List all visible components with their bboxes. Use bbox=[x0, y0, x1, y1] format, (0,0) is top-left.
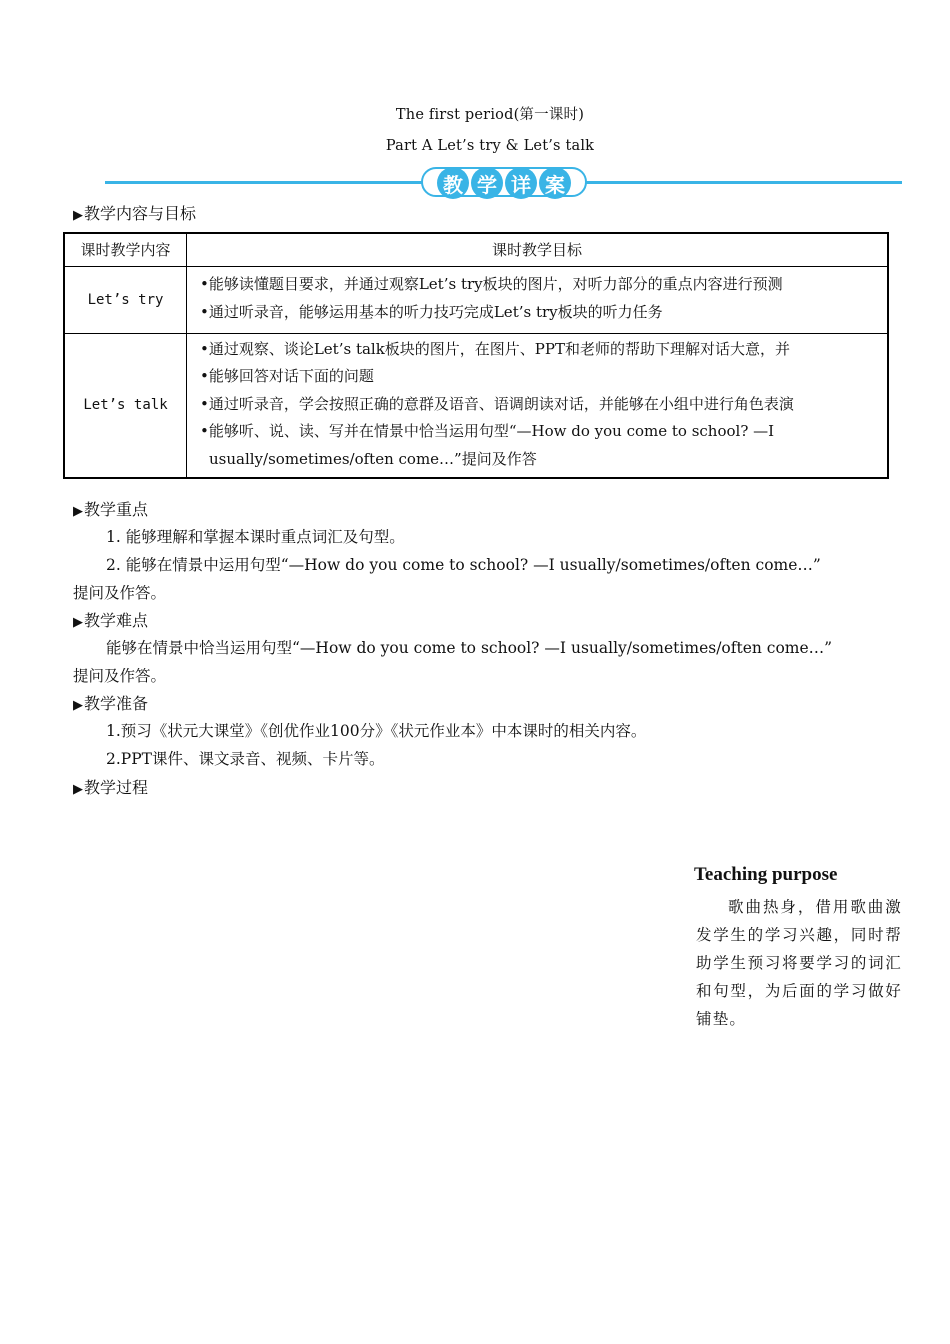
triangle-arrow-icon: ▶ bbox=[73, 615, 83, 630]
goal-item: •能够读懂题目要求，并通过观察Let’s try板块的图片，对听力部分的重点内容进行预测 bbox=[200, 275, 783, 293]
banner-char: 详 bbox=[505, 167, 537, 199]
table-header-row bbox=[64, 233, 888, 266]
triangle-arrow-icon: ▶ bbox=[73, 208, 83, 223]
lesson-title: The first period(第一课时) bbox=[395, 107, 585, 123]
teaching-plan-banner bbox=[421, 167, 587, 199]
table-header-goals: 课时教学目标 bbox=[187, 233, 889, 266]
goals-table bbox=[63, 232, 889, 479]
key-point-2: 2. 能够在情景中运用句型“—How do you come to school? —I usually/sometimes/often come…” bbox=[106, 556, 821, 574]
triangle-arrow-icon: ▶ bbox=[73, 504, 83, 519]
section-label: 教学准备 bbox=[84, 694, 149, 713]
preparation-item-1: 1.预习《状元大课堂》《创优作业100分》《状元作业本》中本课时的相关内容。 bbox=[106, 722, 647, 740]
teaching-purpose-title: Teaching purpose bbox=[694, 864, 838, 885]
section-label: 教学内容与目标 bbox=[84, 204, 197, 223]
section-heading-process bbox=[73, 775, 148, 798]
table-cell-content: Let’s talk bbox=[64, 333, 187, 478]
banner-char: 教 bbox=[437, 167, 469, 199]
table-cell-goals bbox=[187, 266, 889, 333]
lesson-subtitle: Part A Let’s try & Let’s talk bbox=[385, 138, 595, 154]
goal-item: •能够回答对话下面的问题 bbox=[200, 367, 374, 385]
difficulty-text: 能够在情景中恰当运用句型“—How do you come to school? —I usually/sometimes/often come…” bbox=[106, 639, 833, 657]
table-cell-goals bbox=[187, 333, 889, 478]
section-heading-content-goals bbox=[73, 201, 196, 224]
table-row bbox=[64, 266, 888, 333]
goal-item-continuation: usually/sometimes/often come…”提问及作答 bbox=[209, 449, 537, 468]
difficulty-text-cont: 提问及作答。 bbox=[73, 667, 167, 685]
table-header-content: 课时教学内容 bbox=[64, 233, 187, 266]
section-label: 教学过程 bbox=[84, 778, 149, 797]
key-point-2-cont: 提问及作答。 bbox=[73, 584, 167, 602]
table-row bbox=[64, 333, 888, 478]
section-heading-key-points bbox=[73, 497, 148, 520]
banner-char: 案 bbox=[539, 167, 571, 199]
triangle-arrow-icon: ▶ bbox=[73, 782, 83, 797]
goal-item: •通过观察、谈论Let’s talk板块的图片，在图片、PPT和老师的帮助下理解对话大意，并 bbox=[200, 339, 790, 358]
section-heading-difficulties bbox=[73, 608, 148, 631]
goal-item: •能够听、说、读、写并在情景中恰当运用句型“—How do you come to school? —I bbox=[200, 422, 775, 440]
table-cell-content: Let’s try bbox=[64, 266, 187, 333]
goal-item: •通过听录音，学会按照正确的意群及语音、语调朗读对话，并能够在小组中进行角色表演 bbox=[200, 394, 794, 413]
key-point-1: 1. 能够理解和掌握本课时重点词汇及句型。 bbox=[106, 528, 405, 546]
teaching-purpose-body: 歌曲热身，借用歌曲激发学生的学习兴趣，同时帮助学生预习将要学习的词汇和句型，为后面的学习做好铺垫。 bbox=[696, 898, 902, 1028]
goal-item: •通过听录音，能够运用基本的听力技巧完成Let’s try板块的听力任务 bbox=[200, 302, 663, 321]
preparation-item-2: 2.PPT课件、课文录音、视频、卡片等。 bbox=[106, 750, 385, 768]
section-label: 教学难点 bbox=[84, 611, 149, 630]
section-label: 教学重点 bbox=[84, 500, 149, 519]
triangle-arrow-icon: ▶ bbox=[73, 698, 83, 713]
banner-char: 学 bbox=[471, 167, 503, 199]
section-heading-preparation bbox=[73, 691, 148, 714]
